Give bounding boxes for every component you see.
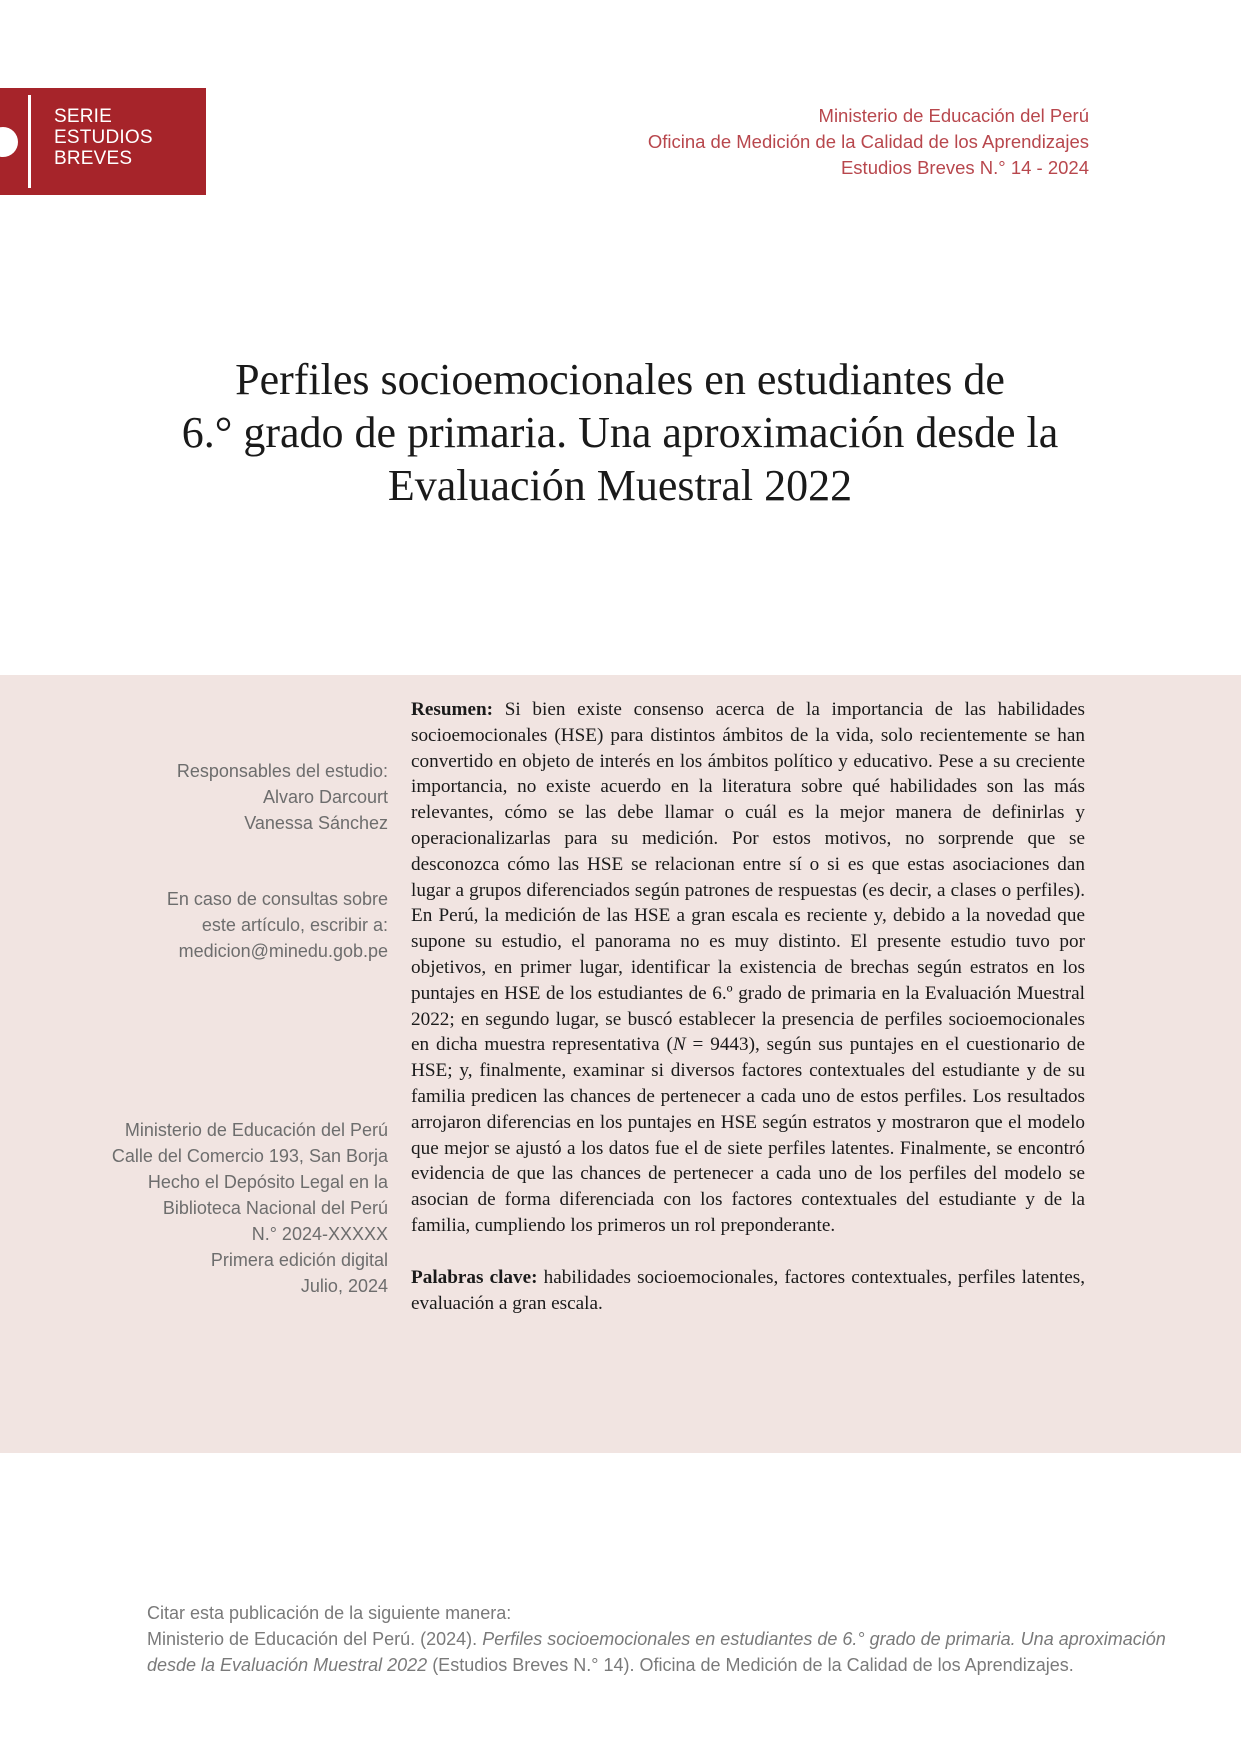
abstract (411, 697, 1085, 1316)
series-divider (28, 95, 31, 188)
abstract-paragraph (411, 697, 1085, 1239)
title-line: Perfiles socioemocionales en estudiantes de (235, 355, 1005, 404)
publication-line: Calle del Comercio 193, San Borja (111, 1146, 388, 1166)
citation (147, 1600, 1166, 1678)
institution-header (648, 103, 1089, 181)
publication-line: Biblioteca Nacional del Perú (162, 1198, 388, 1218)
citation-author: Ministerio de Educación del Perú. (2024). (147, 1629, 483, 1649)
keywords-label: Palabras clave: (411, 1266, 538, 1288)
contact-email: medicion@minedu.gob.pe (178, 941, 388, 961)
header-office: Oficina de Medición de la Calidad de los Aprendizajes (647, 131, 1089, 152)
author-name: Vanessa Sánchez (244, 813, 388, 833)
abstract-label: Resumen: (411, 699, 494, 720)
publication-line: N.° 2024-XXXXX (251, 1224, 388, 1244)
publication-line: Julio, 2024 (300, 1276, 388, 1296)
series-label (54, 106, 153, 169)
title-line: 6.° grado de primaria. Una aproximación desde la (181, 408, 1059, 457)
publication-info (112, 1117, 388, 1299)
study-authors (177, 758, 388, 836)
contact-line: En caso de consultas sobre (166, 889, 388, 909)
publication-line: Primera edición digital (210, 1250, 388, 1270)
series-line: SERIE (54, 106, 113, 127)
citation-line (147, 1652, 1107, 1678)
publication-line: Hecho el Depósito Legal en la (147, 1172, 388, 1192)
contact-info (167, 886, 388, 964)
abstract-text: Si bien existe consenso acerca de la importancia de las habilidades socioemocionales (HSE) para distintos ámbitos de la vida, solo recientemente se han convertido en objeto de interés en los ámbitos político y educativo. Pese a su creciente importancia, no existe acuerdo en la literatura sobre qué habilidades son las más relevantes, cómo se las debe llamar o cuál es la mejor manera de definirlas y operacionalizarlas para su medición. Por estos motivos, no sorprende que se desconozca cómo las HSE se relacionan entre sí o si es que estas asociaciones dan lugar a grupos diferenciados según patrones de respuestas (es decir, a clases o perfiles). En Perú, la medición de las HSE a gran escala es reciente y, debido a la novedad que supone su estudio, el panorama no es muy distinto. El presente estudio tuvo por objetivos, en primer lugar, identificar la existencia de brechas según estratos en los puntajes en HSE de los estudiantes de 6.º grado de primaria en la Evaluación Muestral 2022; en segundo lugar, se buscó establecer la presencia de perfiles socioemocionales en dicha muestra representativa ( (411, 699, 1085, 1056)
contact-line: este artículo, escribir a: (201, 915, 388, 935)
citation-line (147, 1626, 1166, 1652)
keywords (411, 1265, 1085, 1317)
sample-size-symbol: N (672, 1034, 686, 1056)
citation-title: desde la Evaluación Muestral 2022 (147, 1655, 428, 1675)
publication-line: Ministerio de Educación del Perú (124, 1120, 388, 1140)
series-line: BREVES (54, 148, 133, 169)
citation-series: (Estudios Breves N.° 14). Oficina de Medición de la Calidad de los Aprendizajes. (427, 1655, 1074, 1675)
series-line: ESTUDIOS (54, 127, 153, 148)
keywords-text: habilidades socioemocionales, factores contextuales, perfiles latentes, evaluación a gran escala. (411, 1266, 1085, 1314)
citation-intro: Citar esta publicación de la siguiente manera: (147, 1603, 512, 1623)
header-ministry: Ministerio de Educación del Perú (818, 105, 1089, 126)
header-issue: Estudios Breves N.° 14 - 2024 (840, 157, 1089, 178)
author-name: Alvaro Darcourt (262, 787, 388, 807)
abstract-text: = 9443), según sus puntajes en el cuestionario de HSE; y, finalmente, examinar si diversos factores contextuales del estudiante y de su familia predicen las chances de pertenecer a cada uno de estos perfiles. Los resultados arrojaron diferencias en los puntajes en HSE según estratos y mostraron que el modelo que mejor se ajustó a los datos fue el de siete perfiles latentes. Finalmente, se encontró evidencia de que las chances de pertenecer a cada uno de los perfiles del modelo se asocian de forma diferenciada con los factores contextuales del estudiante y de la familia, cumpliendo los primeros un rol preponderante. (411, 1034, 1085, 1236)
document-title (100, 353, 1140, 512)
authors-heading: Responsables del estudio: (176, 761, 388, 781)
citation-title: Perfiles socioemocionales en estudiantes de 6.° grado de primaria. Una aproximación (482, 1629, 1166, 1649)
title-line: Evaluación Muestral 2022 (387, 461, 853, 510)
